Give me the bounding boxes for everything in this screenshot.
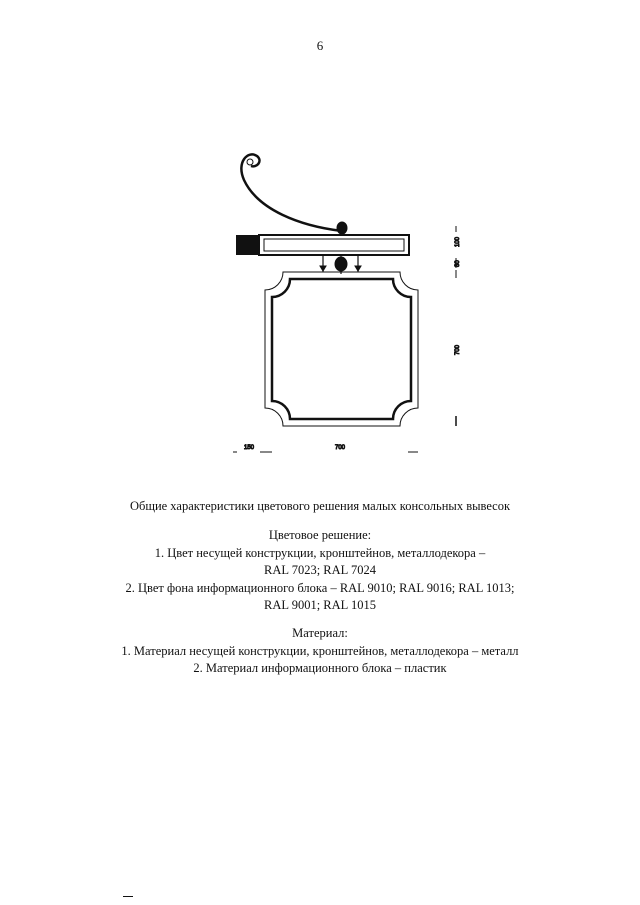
scroll-ornament: [241, 154, 347, 234]
dim-gap: 80: [455, 260, 461, 267]
vertical-dimensions: [455, 226, 461, 426]
color-line: RAL 7023; RAL 7024: [264, 563, 376, 577]
dim-top-bracket: 100: [455, 236, 461, 247]
horizontal-dimensions: [233, 445, 418, 452]
document-title: [0, 498, 640, 516]
material-line: 1. Материал несущей конструкции, кронштейнов, металлодекора – металл: [121, 643, 519, 658]
hangers: [320, 255, 361, 274]
material-section: [0, 625, 640, 678]
bracket-bar: [236, 235, 409, 255]
material-heading: Материал:: [292, 626, 348, 640]
color-line: 2. Цвет фона информационного блока – RAL 9010; RAL 9016; RAL 1013;: [125, 580, 515, 595]
color-heading: Цветовое решение:: [268, 528, 372, 542]
dim-height: 700: [455, 344, 461, 355]
material-line: 2. Материал информационного блока – пластик: [193, 661, 447, 675]
dim-width: 700: [335, 445, 346, 451]
title-text: Общие характеристики цветового решения малых консольных вывесок: [129, 499, 511, 513]
color-section: [0, 527, 640, 615]
sign-panel: [265, 272, 418, 426]
footer-mark: [123, 896, 133, 897]
page-number: 6: [316, 38, 324, 53]
color-line: RAL 9001; RAL 1015: [264, 598, 376, 612]
color-line: 1. Цвет несущей конструкции, кронштейнов, металлодекора –: [154, 545, 486, 560]
dim-left-offset: 150: [244, 445, 255, 451]
